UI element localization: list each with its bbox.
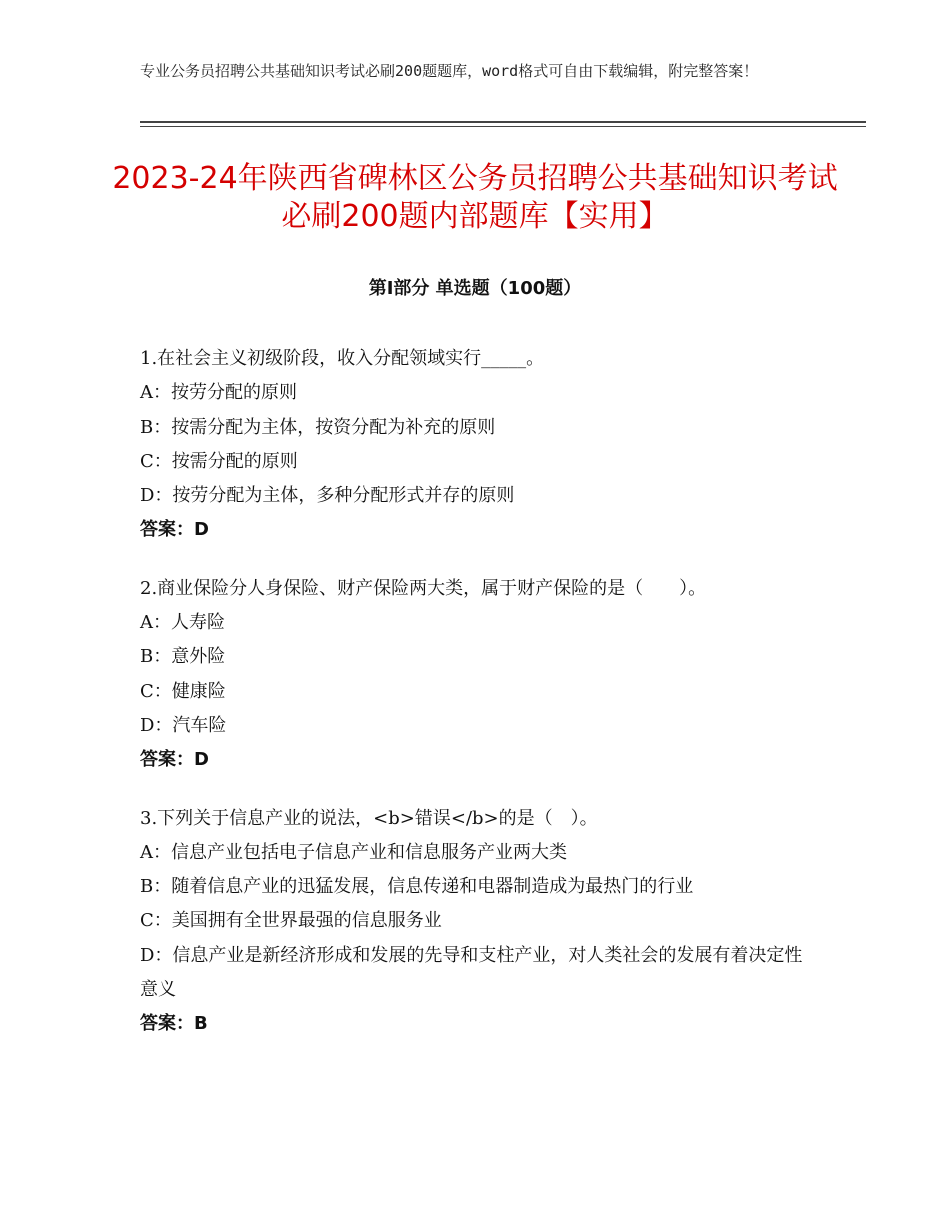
- document-title: 2023-24年陕西省碑林区公务员招聘公共基础知识考试必刷200题内部题库【实用】: [112, 161, 838, 234]
- header-rule-thick: [140, 121, 866, 123]
- question-1: [140, 342, 810, 548]
- option-d: D：汽车险: [140, 714, 227, 736]
- option-c: C：按需分配的原则: [140, 450, 298, 472]
- option-b: B：随着信息产业的迅猛发展，信息传递和电器制造成为最热门的行业: [140, 876, 694, 898]
- option-c: C：健康险: [140, 680, 226, 702]
- option-c: C：美国拥有全世界最强的信息服务业: [140, 910, 442, 932]
- answer: 答案：D: [140, 749, 209, 771]
- option-a: A：按劳分配的原则: [140, 382, 297, 404]
- question-stem: 3.下列关于信息产业的说法，<b>错误</b>的是（ ）。: [140, 807, 598, 829]
- question-list: [140, 342, 810, 1066]
- question-2: [140, 572, 810, 778]
- option-a: A：人寿险: [140, 612, 225, 634]
- header-rule-thin: [140, 126, 866, 127]
- option-d: D：按劳分配为主体，多种分配形式并存的原则: [140, 485, 515, 507]
- question-stem: 1.在社会主义初级阶段，收入分配领域实行_____。: [140, 348, 545, 369]
- header-note: 专业公务员招聘公共基础知识考试必刷200题题库，word格式可自由下载编辑，附完整答案！: [140, 62, 759, 80]
- option-b: B：按需分配为主体，按资分配为补充的原则: [140, 416, 496, 438]
- answer: 答案：B: [140, 1013, 208, 1035]
- answer: 答案：D: [140, 519, 209, 541]
- section-title: 第Ⅰ部分 单选题（100题）: [368, 278, 582, 299]
- option-a: A：信息产业包括电子信息产业和信息服务产业两大类: [140, 841, 567, 863]
- option-b: B：意外险: [140, 646, 226, 668]
- question-stem: 2.商业保险分人身保险、财产保险两大类，属于财产保险的是（ ）。: [140, 577, 707, 599]
- option-d: D：信息产业是新经济形成和发展的先导和支柱产业，对人类社会的发展有着决定性意义: [140, 944, 803, 1001]
- question-3: [140, 802, 810, 1042]
